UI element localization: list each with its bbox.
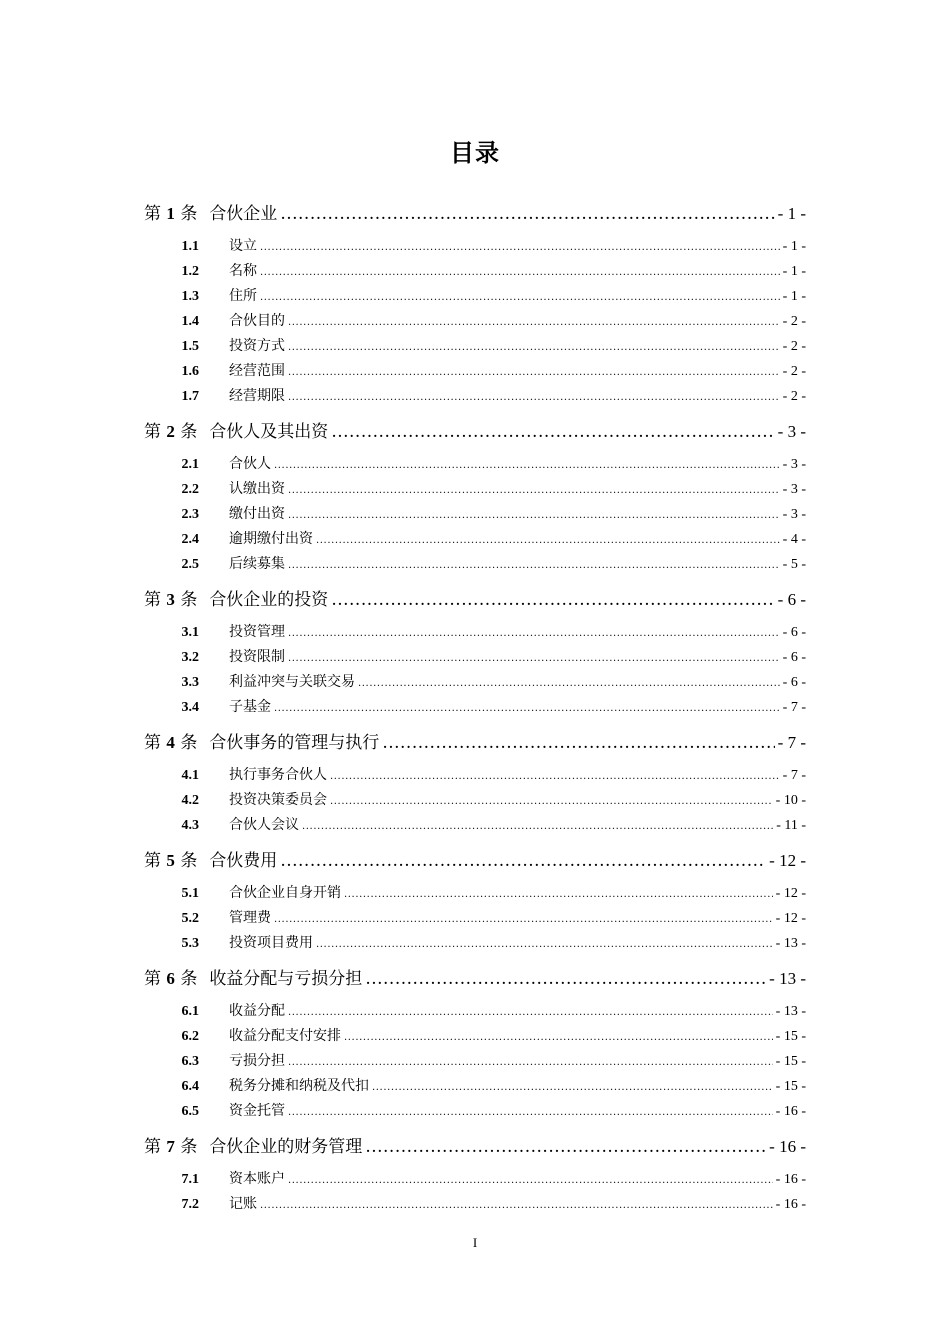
page-number: - 2 - (782, 364, 806, 379)
page-number: - 16 - (769, 1137, 806, 1156)
toc-item-1-1[interactable] (144, 234, 806, 259)
toc-item-5-1[interactable] (144, 881, 806, 906)
toc-item-4-1[interactable] (144, 763, 806, 788)
toc-item-3-4[interactable] (144, 695, 806, 720)
dot-leader (331, 419, 774, 445)
toc-item-2-5[interactable] (144, 552, 806, 577)
section-title: 合伙企业的财务管理 (209, 1137, 363, 1157)
item-title: 经营期限 (229, 388, 285, 404)
dot-leader (365, 966, 766, 992)
item-number: 5.1 (181, 886, 199, 901)
toc-item-1-3[interactable] (144, 284, 806, 309)
item-number: 3.2 (181, 650, 199, 665)
item-title: 资本账户 (229, 1171, 285, 1187)
item-title: 逾期缴付出资 (229, 531, 313, 547)
item-title: 后续募集 (229, 556, 285, 572)
item-number: 3.4 (181, 700, 199, 715)
item-title: 投资决策委员会 (229, 792, 327, 808)
item-title: 经营范围 (229, 363, 285, 379)
item-title: 住所 (229, 288, 257, 304)
item-title: 名称 (229, 263, 257, 279)
dot-leader (274, 907, 773, 932)
item-number: 7.1 (181, 1172, 199, 1187)
dot-leader (344, 882, 773, 907)
section-title: 合伙企业 (209, 204, 278, 224)
page-number: - 2 - (782, 389, 806, 404)
dot-leader (288, 335, 780, 360)
page-number: - 15 - (775, 1029, 806, 1044)
toc-item-5-3[interactable] (144, 931, 806, 956)
page-number: - 3 - (782, 482, 806, 497)
page-number: - 7 - (782, 700, 806, 715)
toc-item-7-1[interactable] (144, 1167, 806, 1192)
toc-item-5-2[interactable] (144, 906, 806, 931)
item-number: 1.2 (181, 264, 199, 279)
page-number: - 13 - (775, 1004, 806, 1019)
page-number: - 12 - (769, 851, 806, 870)
section-title: 合伙人及其出资 (209, 422, 329, 442)
item-title: 认缴出资 (229, 481, 285, 497)
item-title: 合伙企业自身开销 (229, 885, 341, 901)
section-title: 合伙事务的管理与执行 (209, 733, 380, 753)
dot-leader (288, 1168, 773, 1193)
toc-item-3-1[interactable] (144, 620, 806, 645)
item-title: 投资限制 (229, 649, 285, 665)
toc-item-4-2[interactable] (144, 788, 806, 813)
section-title: 收益分配与亏损分担 (209, 969, 363, 989)
section-number: 第 1 条 (144, 204, 198, 224)
page-number: - 15 - (775, 1054, 806, 1069)
dot-leader (288, 621, 780, 646)
dot-leader (288, 385, 780, 410)
section-number: 第 4 条 (144, 733, 198, 753)
item-title: 记账 (229, 1196, 257, 1212)
toc-item-1-4[interactable] (144, 309, 806, 334)
item-number: 4.1 (181, 768, 199, 783)
dot-leader (288, 646, 780, 671)
section-title: 合伙企业的投资 (209, 590, 329, 610)
item-number: 2.4 (181, 532, 199, 547)
page-number: - 6 - (782, 675, 806, 690)
toc-section-6[interactable] (144, 966, 806, 992)
page-number: - 7 - (782, 768, 806, 783)
item-number: 6.1 (181, 1004, 199, 1019)
dot-leader (274, 696, 780, 721)
item-number: 7.2 (181, 1197, 199, 1212)
toc-section-3[interactable] (144, 587, 806, 613)
item-title: 合伙目的 (229, 313, 285, 329)
page-number: - 11 - (776, 818, 806, 833)
toc-item-6-1[interactable] (144, 999, 806, 1024)
item-title: 投资管理 (229, 624, 285, 640)
dot-leader (280, 848, 766, 874)
section-number: 第 7 条 (144, 1137, 198, 1157)
item-title: 管理费 (229, 910, 271, 926)
dot-leader (331, 587, 774, 613)
page-number: - 1 - (782, 289, 806, 304)
page-number: - 3 - (777, 422, 806, 441)
item-number: 1.1 (181, 239, 199, 254)
item-number: 2.3 (181, 507, 199, 522)
item-number: 1.5 (181, 339, 199, 354)
item-number: 1.7 (181, 389, 199, 404)
dot-leader (288, 553, 780, 578)
item-title: 投资项目费用 (229, 935, 313, 951)
page-number: - 12 - (775, 886, 806, 901)
toc-item-2-2[interactable] (144, 477, 806, 502)
toc-section-1[interactable] (144, 201, 806, 227)
item-number: 6.2 (181, 1029, 199, 1044)
item-number: 6.4 (181, 1079, 199, 1094)
item-title: 税务分摊和纳税及代扣 (229, 1078, 369, 1094)
dot-leader (288, 310, 780, 335)
page-number: - 15 - (775, 1079, 806, 1094)
dot-leader (280, 201, 774, 227)
page-number: - 16 - (775, 1104, 806, 1119)
page-number: - 1 - (777, 204, 806, 223)
toc-item-1-2[interactable] (144, 259, 806, 284)
dot-leader (260, 260, 780, 285)
dot-leader (260, 1193, 773, 1218)
page-number: - 2 - (782, 314, 806, 329)
page-number: - 7 - (777, 733, 806, 752)
item-title: 设立 (229, 238, 257, 254)
item-title: 合伙人 (229, 456, 271, 472)
page-number: - 1 - (782, 239, 806, 254)
page-number: - 3 - (782, 457, 806, 472)
item-title: 投资方式 (229, 338, 285, 354)
page-number: - 6 - (782, 650, 806, 665)
section-number: 第 5 条 (144, 851, 198, 871)
toc-item-4-3[interactable] (144, 813, 806, 838)
dot-leader (365, 1134, 766, 1160)
dot-leader (330, 764, 780, 789)
page-number: - 3 - (782, 507, 806, 522)
item-title: 收益分配支付安排 (229, 1028, 341, 1044)
item-title: 子基金 (229, 699, 271, 715)
section-number: 第 3 条 (144, 590, 198, 610)
page-number: - 10 - (775, 793, 806, 808)
item-number: 1.3 (181, 289, 199, 304)
item-title: 执行事务合伙人 (229, 767, 327, 783)
dot-leader (316, 528, 780, 553)
dot-leader (260, 235, 780, 260)
dot-leader (382, 730, 774, 756)
toc-title: 目录 (450, 139, 500, 167)
toc-item-2-4[interactable] (144, 527, 806, 552)
item-title: 亏损分担 (229, 1053, 285, 1069)
toc-section-5[interactable] (144, 848, 806, 874)
item-title: 合伙人会议 (229, 817, 299, 833)
item-number: 2.1 (181, 457, 199, 472)
table-of-contents (144, 201, 806, 1217)
item-title: 缴付出资 (229, 506, 285, 522)
dot-leader (274, 453, 780, 478)
dot-leader (288, 503, 780, 528)
toc-item-2-3[interactable] (144, 502, 806, 527)
dot-leader (288, 478, 780, 503)
dot-leader (344, 1025, 773, 1050)
toc-item-3-3[interactable] (144, 670, 806, 695)
page-number: - 13 - (775, 936, 806, 951)
item-number: 3.3 (181, 675, 199, 690)
dot-leader (288, 360, 780, 385)
item-number: 2.5 (181, 557, 199, 572)
toc-item-1-5[interactable] (144, 334, 806, 359)
page-number: - 16 - (775, 1197, 806, 1212)
page-number: - 1 - (782, 264, 806, 279)
item-title: 资金托管 (229, 1103, 285, 1119)
item-number: 5.2 (181, 911, 199, 926)
page-number: - 5 - (782, 557, 806, 572)
toc-section-2[interactable] (144, 419, 806, 445)
toc-item-6-3[interactable] (144, 1049, 806, 1074)
page-number: - 6 - (777, 590, 806, 609)
toc-item-6-5[interactable] (144, 1099, 806, 1124)
item-number: 6.5 (181, 1104, 199, 1119)
toc-item-3-2[interactable] (144, 645, 806, 670)
toc-section-7[interactable] (144, 1134, 806, 1160)
item-number: 5.3 (181, 936, 199, 951)
item-number: 3.1 (181, 625, 199, 640)
dot-leader (358, 671, 780, 696)
page-number: - 6 - (782, 625, 806, 640)
page-number: - 16 - (775, 1172, 806, 1187)
item-number: 1.4 (181, 314, 199, 329)
page-number: - 2 - (782, 339, 806, 354)
toc-item-1-6[interactable] (144, 359, 806, 384)
section-number: 第 2 条 (144, 422, 198, 442)
toc-item-2-1[interactable] (144, 452, 806, 477)
section-number: 第 6 条 (144, 969, 198, 989)
dot-leader (288, 1100, 773, 1125)
item-number: 6.3 (181, 1054, 199, 1069)
section-title: 合伙费用 (209, 851, 278, 871)
dot-leader (288, 1050, 773, 1075)
toc-section-4[interactable] (144, 730, 806, 756)
toc-item-6-4[interactable] (144, 1074, 806, 1099)
item-number: 4.2 (181, 793, 199, 808)
item-title: 收益分配 (229, 1003, 285, 1019)
toc-item-7-2[interactable] (144, 1192, 806, 1217)
dot-leader (330, 789, 773, 814)
page-number: - 12 - (775, 911, 806, 926)
dot-leader (302, 814, 773, 839)
item-number: 1.6 (181, 364, 199, 379)
toc-item-1-7[interactable] (144, 384, 806, 409)
page-number: - 13 - (769, 969, 806, 988)
page-number: - 4 - (782, 532, 806, 547)
page-footer-number: I (472, 1235, 478, 1250)
item-title: 利益冲突与关联交易 (229, 674, 355, 690)
dot-leader (260, 285, 780, 310)
item-number: 4.3 (181, 818, 199, 833)
dot-leader (372, 1075, 773, 1100)
dot-leader (316, 932, 773, 957)
dot-leader (288, 1000, 773, 1025)
toc-item-6-2[interactable] (144, 1024, 806, 1049)
item-number: 2.2 (181, 482, 199, 497)
